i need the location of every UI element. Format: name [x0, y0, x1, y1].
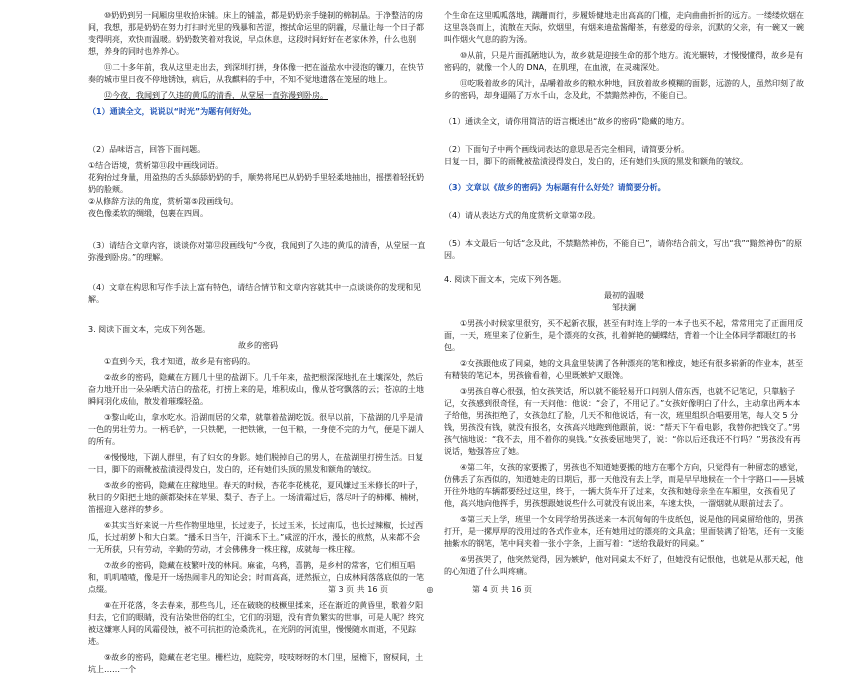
paragraph: ⑪吃吸着故乡的风汁，品嚼着故乡的粮水种地，回放着故乡模糊的面影，远游的人，虽然印刻了故乡的密码，却身逼隔了万水千山，念及此，不禁黯然神伤，不能自已。: [444, 79, 804, 100]
paragraph: ④慢慢地，下湖人群里，有了妇女的身影。她们脱掉自己的男人，在盐湖里打捞生活。日复一日，脚下的雨靴被盐渍浸得发白，发白的，还有她们头顶的黑发和额角的皱纹。: [88, 453, 424, 474]
paragraph: ①直到今天，我才知道，故乡是有密码的。: [104, 357, 256, 366]
paragraph: ③黎山屹山，拿水吃水。沿湖而居的父辈，就靠着盐湖吃饭。很早以前，下盐湖的几乎是清一色的男壮劳力。一柄毛铲，一只铁靶，一把铁锹，一包干粮，一身使不完的力气，便是下湖人的所有。: [88, 413, 424, 446]
quote: 日复一日，脚下的雨靴被盐渍浸得发白，发白的，还有她们头顶的黑发和额角的皱纹。: [444, 157, 748, 166]
answer-space: [444, 172, 804, 182]
answer-space: [444, 226, 804, 238]
question-4: （4）请从表达方式的角度赏析文章第⑦段。: [444, 211, 601, 220]
paragraph: ⑤故乡的密码，隐藏在庄稼地里。春天的时候，杏花李花桃花，夏风嫌过玉米修长的叶子，秋日的夕阳把土地的颜都染抹在苹果、梨子、杏子上。一场清霜过后，落尽叶子的柿椰、楠树，笛摇迎入慈祥的梦乡。: [88, 481, 424, 514]
left-column: [88, 10, 428, 680]
answer-space: [88, 310, 428, 324]
answer-space: [444, 198, 804, 210]
answer-space: [88, 268, 428, 282]
question-2: （2）下面句子中两个画线词表达的意思是否完全相同，请简要分析。: [444, 145, 690, 154]
article-title: 最初的温暖: [604, 291, 644, 300]
paragraph: ①男孩小时候家里很穷，买不起新衣服，甚至有时连上学的一本子也买不起，常常用完了正面用反面，一天，班里来了位新生，是个漂亮的女孩，扎着鲜艳的蝴蝶结，背着一个让全体同学都眼红的书包。: [444, 319, 804, 352]
question-5: （5）本文最后一句话“念及此，不禁黯然神伤，不能自已”，请你结合前文，写出“我”“黯然神伤”的原因。: [444, 239, 802, 260]
question-2b: ②从修辞方法的角度，赏析第⑤段画线句。: [88, 197, 239, 206]
paragraph: ⑩奶奶到另一间厢房里收拾床铺。床上的铺盖，都是奶奶亲手缝制的棉制品。于净整洁的房间，我想，那是奶奶在努力打扫时光里的残暴和苦涩，擦拭命运里的阴霾，尽量让每一个日子都变得明亮，欢快而温暖。奶奶数笑着对我说，早点休息，这段时间好好在老家休养，什么也别想，养身的同时也养养心。: [88, 11, 424, 56]
paragraph: ②故乡的密码，隐藏在方圆几十里的盐湖下。几千年来，盐把根深深地扎在土壤深处，然后奋力地开出一朵朵晒犬洁白的盐花，打捞上来的是，堆积成山，像从苍穹飘落的云；苍凉的土地瞬间羽化成仙，散发着璀璨轻盈。: [88, 373, 424, 406]
answer-space: [444, 132, 804, 144]
paragraph: ⑥其实当好来说一片些作物里地里，长过麦子，长过玉米，长过南瓜，也长过辣椒，长过西瓜，长过胡萝卜和大白菜。“播禾日当午，汗滴禾下土。”咸涩的汗水，漫长的煎熬，从来都不会一无所获，只有劳动，辛勤的劳动，才会佛佛身一株庄稼，成就每一株庄稼。: [88, 521, 424, 554]
paragraph: ⑧在开花落，冬去春来，那些鸟儿，还在破晓的枝橛里揉来，还在渐近的黄昏里，歌着夕阳归去，它们的眼睛，没有沾染世俗的红尘，它们的羽翅，没有背负繁实的世事，可是人呢？终究被这嫌寒人间的风霜侵蚀，被不可抗拒的沧桑洗礼，在光阴的河流里，慢慢随水而逝，不见踪迹。: [88, 601, 424, 646]
quote: 夜色像柔软的绸缎，包裹在四周。: [88, 209, 208, 218]
page-number: 第 3 页 共 16 页: [327, 585, 388, 594]
paragraph: ⑨故乡的密码，隐藏在老宅里。栅栏边，庭院旁，吱吱呀呀的木门里，屋檐下，窗棂间，土坑上……一个: [88, 653, 424, 674]
question-3: （3）请结合文章内容，谈谈你对第⑫段画线句“今夜，我闻到了久违的黄瓜的清香，从堂屋一直弥漫到卧房。”的理解。: [88, 241, 426, 262]
page-footer: [0, 584, 860, 596]
paragraph: ④第二年，女孩的家要搬了，男孩也不知道她要搬的地方在哪个方向，只觉得有一种留恋的感觉，仿佛丢了东西似的，知道她走的日期后，那一天他没有去上学，而是早早地候在一个十字路口——县城开往外地的车辆都要经过这里，终于，一辆大货车开了过来，女孩和她母亲坐在车厢里，女孩看见了他，高兴地向他挥手，男孩想跟她说些什么可就没有说出来，车速太快，一溜烟就从眼前过去了。: [444, 463, 804, 508]
spacer: [444, 106, 804, 116]
paragraph: ⑦故乡的密码，隐藏在枝繁叶茂的林间。麻雀，乌鸦，喜鹊，是乡村的常客，它们相互唱和，叽叽喳喳，像是开一场热闹非凡的知论会；时而高高，迸然振立，白成林间落落底似的一笔点缀。: [88, 561, 424, 594]
question-4: （4）文章在构思和写作手法上富有特色，请结合情节和文章内容就其中一点谈谈你的发现和见解。: [88, 283, 422, 304]
separator: ◎: [426, 585, 434, 594]
paragraph: ⑥男孩哭了，他突然觉得，因为嫉妒，他对同桌太不好了，但她没有记恨他，也就是从那天起，他的心知道了什么叫疼痛。: [444, 555, 804, 576]
paragraph: ③男孩自尊心很强，怕女孩笑话，所以就不能轻易开口问别人借东西，也就不记笔记，只靠脑子记，女孩感到很奇怪，有一天问他：他说：“会了，不用记了。”女孩好像明白了什么，主动拿出两本本子给他，男孩拒绝了，女孩急红了脸，几天不和他说话，有一次，班里组织合唱要用笔，每人交 5 分钱，男孩没有钱，就没有报名，女孩高兴地跑到他跟前，说：“帮天下午看电影，我替你把钱交了。”男孩气恼地说：“我不去，用不着你的臭钱。”女孩委屈地哭了，说：“你以后还我还不行吗？”男孩没有再说话，勉强答应了她。: [444, 387, 801, 456]
paragraph: 个生命在这里呱呱落地，蹒跚而行，步履矫健地走出高高的门槛，走向曲曲折折的远方。一缕缕炊烟在这里袅袅而上，流散在天际，炊烟里，有烟来迪盐酱醋茶，有慈爱的母亲，沉默的父亲，有一碗又一碗叫作烟火气息的韵为汤。: [444, 11, 804, 44]
paragraph: ⑪二十多年前，我从这里走出去，到深圳打拼，身体像一把在溢盐水中浸泡的镰刀，在快节奏的城市里日夜不停地锈蚀，病后，从我麒料的手中，不知不觉地遗落在笼屋的地上。: [88, 63, 424, 84]
article-title: 故乡的密码: [238, 341, 278, 350]
paragraph: ②女孩跟他成了同桌，她的文具盒里装满了各种漂亮的笔和橡皮，她还有很多崭新的作业本，甚至有精装的笔记本，男孩偷看着，心里既嫉妒又眼馋。: [444, 359, 804, 380]
question-1: （1）通读全文，说说以“时光”为题有何好处。: [88, 107, 257, 116]
article-author: 邹扶澜: [612, 303, 636, 312]
right-column: [444, 10, 804, 582]
question-2: （2）品味语言，回答下面问题。: [88, 145, 206, 154]
paragraph-underlined: ⑫今夜，我闻到了久违的黄瓜的清香，从堂屋一直弥漫到卧房。: [104, 91, 328, 100]
quote: 花狗抬过身量，用盈热的舌头舔舔奶奶的手，顺势将尾巴从奶奶手里轻柔地抽出，摇摆着轻抚奶奶的脸颊。: [88, 173, 424, 194]
paragraph: ⑤第三天上学，班里一个女同学给男孩送来一本沉甸甸的牛皮纸包，说是他的同桌留给他的，男孩打开，是一摞厚厚的没用过的各式作业本，还有她用过的漂亮的文具盒；里面装满了铅笔，还有一支能抽紫水的钢笔，笔中间夹着一张小字条，上面写着：“送给我最好的同桌。”: [444, 515, 804, 548]
question-2a: ①结合语境，赏析第⑪段中画线词语。: [88, 161, 224, 170]
answer-space: [88, 122, 428, 144]
section-3-heading: 3. 阅读下面文本，完成下列各题。: [88, 325, 211, 334]
paragraph: ⑩从前，只是片面孤陋地认为，故乡就是迎接生命的那个地方。流光辗转，才慢慢懂得，故乡是有密码的，就像一个人的 DNA，在肌理，在血液，在灵魂深处。: [444, 51, 804, 72]
answer-space: [444, 266, 804, 274]
section-4-heading: 4. 阅读下面文本，完成下列各题。: [444, 275, 567, 284]
page-number: 第 4 页 共 16 页: [472, 585, 533, 594]
question-3: （3）文章以《故乡的密码》为标题有什么好处？请简要分析。: [444, 183, 666, 192]
question-1: （1）通读全文，请你用简洁的语言概述出“故乡的密码”隐藏的地方。: [444, 117, 690, 126]
answer-space: [88, 224, 428, 240]
